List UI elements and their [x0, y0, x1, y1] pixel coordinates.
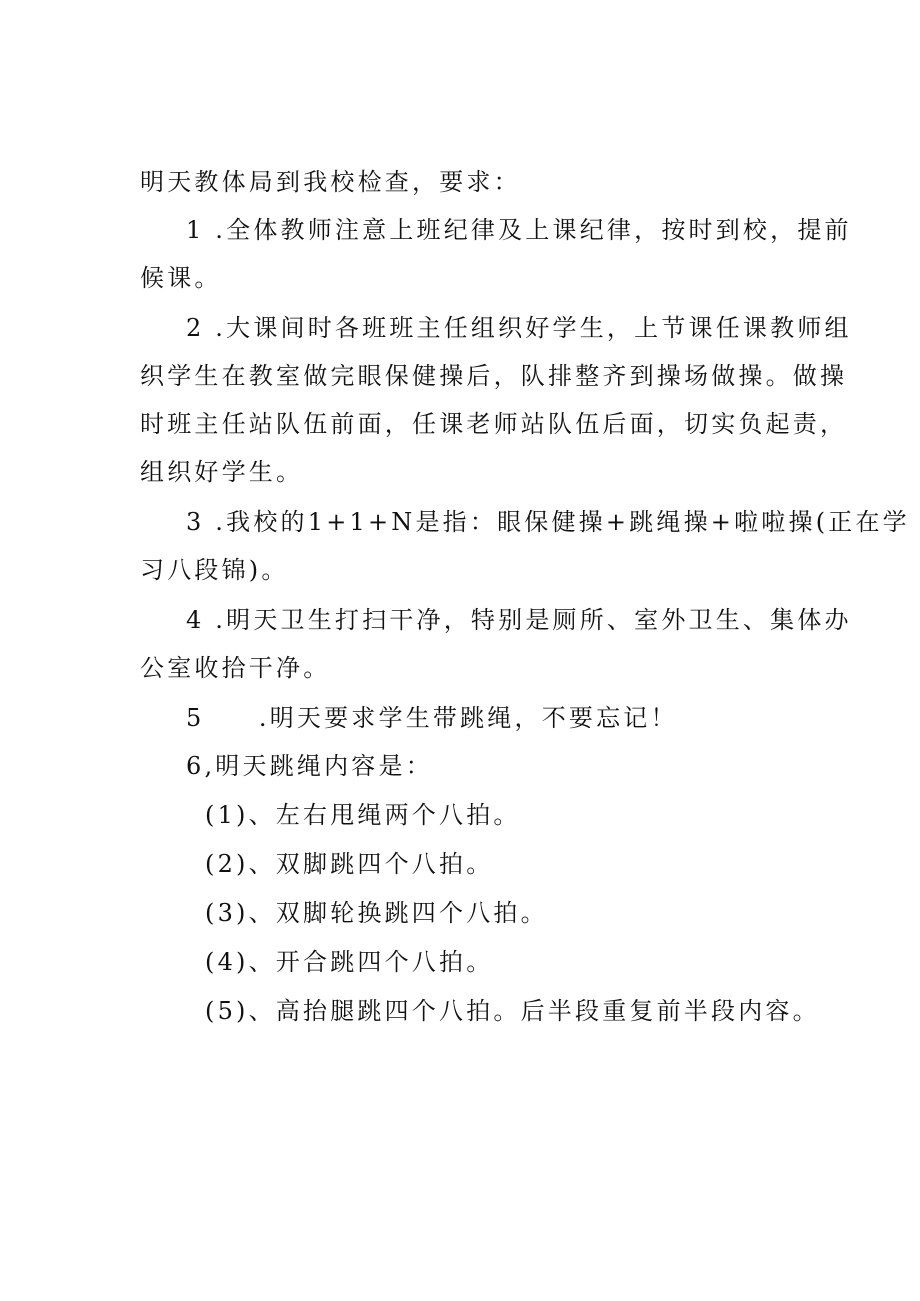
item-2-line-3: 时班主任站队伍前面，任课老师站队伍后面，切实负起责，	[140, 410, 848, 438]
item-6-subitem: (3)、双脚轮换跳四个八拍。	[205, 899, 548, 927]
item-5-line-1: 5 .明天要求学生带跳绳，不要忘记！	[186, 704, 678, 732]
item-6-subitem: (1)、左右甩绳两个八拍。	[205, 801, 521, 829]
item-3-line-2: 习八段锦)。	[140, 556, 289, 584]
item-6-line-1: 6,明天跳绳内容是：	[186, 752, 433, 780]
item-6-subitem: (5)、高抬腿跳四个八拍。后半段重复前半段内容。	[205, 997, 820, 1025]
item-6-subitem: (2)、双脚跳四个八拍。	[205, 850, 494, 878]
item-1-line-1: 1 .全体教师注意上班纪律及上课纪律，按时到校，提前	[186, 216, 852, 244]
intro-text: 明天教体局到我校检查，要求：	[140, 168, 521, 196]
item-6-subitem: (4)、开合跳四个八拍。	[205, 948, 494, 976]
item-4-line-2: 公室收拾干净。	[140, 654, 331, 682]
item-2-line-1: 2 .大课间时各班班主任组织好学生，上节课任课教师组	[186, 314, 852, 342]
item-2-line-4: 组织好学生。	[140, 458, 304, 486]
item-3-line-1: 3 .我校的1+1+N是指：眼保健操+跳绳操+啦啦操(正在学	[186, 508, 910, 536]
item-4-line-1: 4 .明天卫生打扫干净，特别是厕所、室外卫生、集体办	[186, 606, 852, 634]
item-2-line-2: 织学生在教室做完眼保健操后，队排整齐到操场做操。做操	[140, 362, 848, 390]
item-1-line-2: 候课。	[140, 264, 222, 292]
